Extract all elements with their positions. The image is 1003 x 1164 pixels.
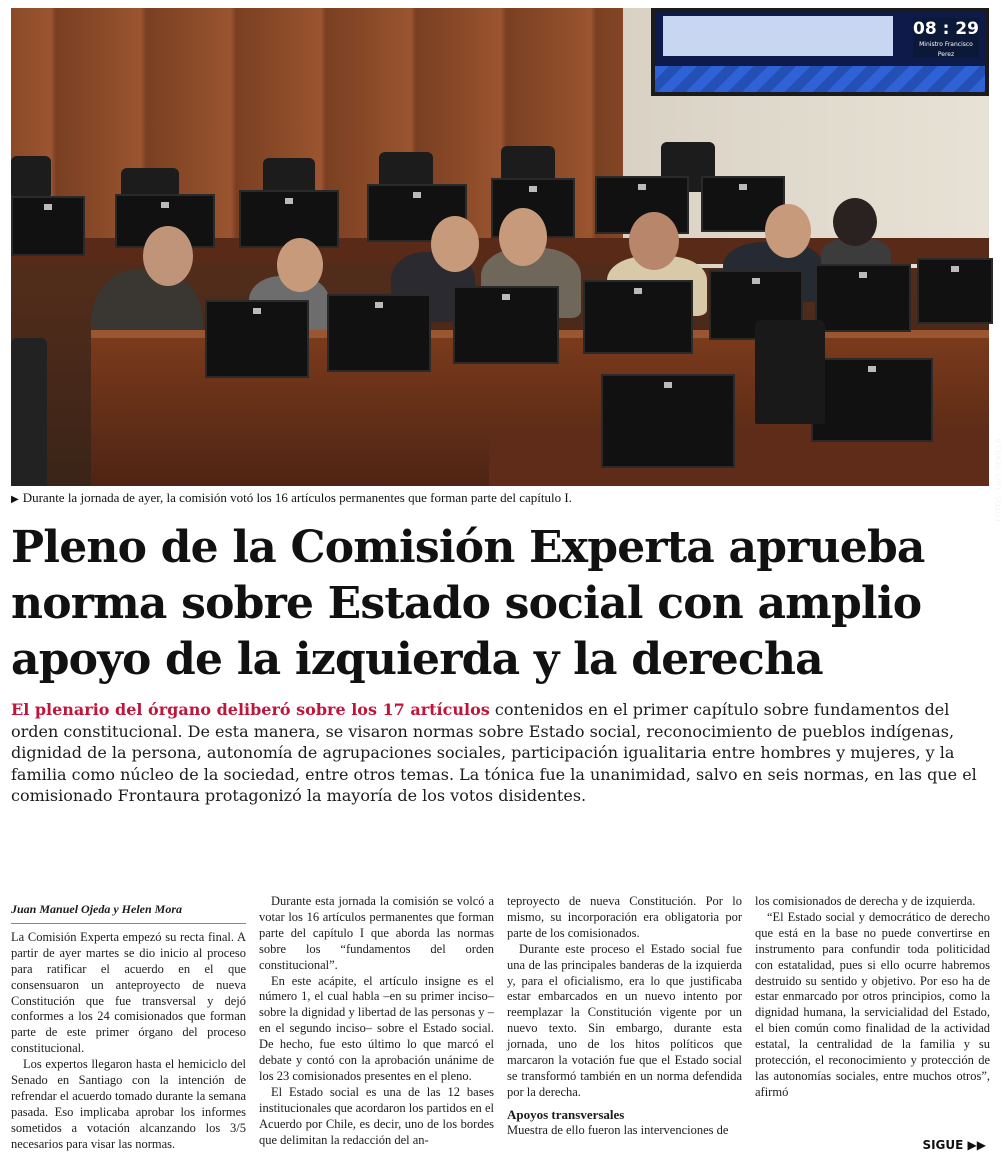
monitor xyxy=(327,294,431,372)
chair xyxy=(11,156,51,196)
chair xyxy=(263,158,315,194)
paragraph: El Estado social es una de las 12 bases institucionales que acordaron los partidos en el Acuerdo por Chile, es decir, uno de los bordes que delimitan la redacción del an- xyxy=(259,1084,494,1147)
caption-arrow-icon: ▶ xyxy=(11,494,19,505)
monitor xyxy=(811,358,933,442)
chamber-screen xyxy=(651,8,989,96)
person-head xyxy=(431,216,479,272)
paragraph: teproyecto de nueva Constitución. Por lo mismo, su incorporación era obligatoria por parte de los comisionados. xyxy=(507,894,742,940)
clock-time: 08 : 29 xyxy=(913,19,979,39)
monitor xyxy=(205,300,309,378)
person-head xyxy=(143,226,193,286)
section-subhead: Apoyos transversales xyxy=(507,1106,625,1122)
photo-credit: FOTOS: LUIS SEVILLA xyxy=(995,438,1003,522)
paragraph: Los expertos llegaron hasta el hemiciclo del Senado en Santiago con la intención de refrendar el acuerdo tomado durante la semana pasada. Eso implicaba aprobar los informes sometidos a votación alcanzando los 3/5 necesarios para visar las normas. xyxy=(11,1057,246,1151)
article-column-4 xyxy=(755,894,990,1101)
person-head xyxy=(277,238,323,292)
continue-marker: SIGUE ▶▶ xyxy=(922,1138,986,1152)
photo-caption xyxy=(11,490,572,506)
screen-clock xyxy=(913,18,979,58)
paragraph: La Comisión Experta empezó su recta final. A partir de ayer martes se dio inicio al proceso para ratificar el acuerdo en el que consensuaron un anteproyecto de nueva Constitución que fue transversal y dejó conformes a los 24 comisionados que forman parte de este primer órgano del proceso constitucional. xyxy=(11,929,246,1056)
article-column-2 xyxy=(259,894,494,1149)
person-head xyxy=(765,204,811,258)
person-head xyxy=(629,212,679,270)
paragraph: Durante esta jornada la comisión se volcó a votar los 16 artículos permanentes que forman parte del capítulo I que aborda las normas sobre los “fundamentos del orden constitucional”. xyxy=(259,894,494,972)
article-headline: Pleno de la Comisión Experta aprueba norma sobre Estado social con amplio apoyo de la izquierda y la derecha xyxy=(11,522,925,685)
paragraph: los comisionados de derecha y de izquierda. xyxy=(755,894,976,908)
article-lead xyxy=(11,699,989,807)
screen-header xyxy=(663,16,893,56)
paragraph: En este acápite, el artículo insigne es el número 1, el cual habla –en su primer inciso– sobre la dignidad y libertad de las personas y –en el segundo inciso– sobre el Estado social. De hecho, fue esto último lo que marcó el debate y contó con la aprobación unánime de los 23 comisionados presentes en el pleno. xyxy=(259,973,494,1083)
chair xyxy=(755,320,825,424)
byline: Juan Manuel Ojeda y Helen Mora xyxy=(11,902,246,924)
lead-text: contenidos en el primer capítulo sobre fundamentos del orden constitucional. De esta manera, se visaron normas sobre Estado social, reconocimiento de pueblos indígenas, dignidad de la persona, autonomía de agrupaciones sociales, participación igualitaria entre hombres y mujeres, y la familia como núcleo de la sociedad, entre otros temas. La tónica fue la unanimidad, salvo en seis normas, en las que el comisionado Frontaura protagonizó la mayoría de los votos disidentes. xyxy=(11,700,977,805)
clock-speaker: Ministro Francisco Perez xyxy=(919,41,973,58)
lead-highlight: El plenario del órgano deliberó sobre los 17 artículos xyxy=(11,700,490,719)
monitor xyxy=(583,280,693,354)
monitor xyxy=(11,196,85,256)
caption-text: Durante la jornada de ayer, la comisión votó los 16 artículos permanentes que forman parte del capítulo I. xyxy=(22,490,572,505)
article-column-1 xyxy=(11,902,246,1153)
paragraph: Durante este proceso el Estado social fue una de las principales banderas de la izquierda y, para el oficialismo, era lo que justificaba estar embarcados en un nuevo intento por reemplazar la Constitución vigente por un nuevo texto. Sin embargo, durante esta jornada, uno de los hitos políticos que marcaron la votación fue que el Estado social se transformó también en un norma defendida por la derecha. xyxy=(507,941,742,1099)
person-head xyxy=(499,208,547,266)
monitor xyxy=(815,264,911,332)
monitor xyxy=(917,258,993,324)
screen-pattern xyxy=(655,66,985,92)
chair xyxy=(11,338,47,486)
paragraph: “El Estado social y democrático de derecho que está en la base no puede convertirse en instrumento para confundir toda politicidad con estatalidad, pues si ello ocurre habremos destruido su sentido y objetivo. Por eso ha de estar enmarcado por otros principios, como la dignidad humana, la servicialidad del Estado, el bien común como finalidad de la actividad estatal, la centralidad de la familia y su protección, el reconocimiento y protección de las autonomías sociales, entre muchos otros”, afirmó xyxy=(755,909,990,1099)
paragraph: Muestra de ello fueron las intervenciones de xyxy=(507,1122,729,1137)
article-column-3 xyxy=(507,894,742,1139)
monitor xyxy=(601,374,735,468)
person-head xyxy=(833,198,877,246)
monitor xyxy=(453,286,559,364)
monitor xyxy=(239,190,339,248)
